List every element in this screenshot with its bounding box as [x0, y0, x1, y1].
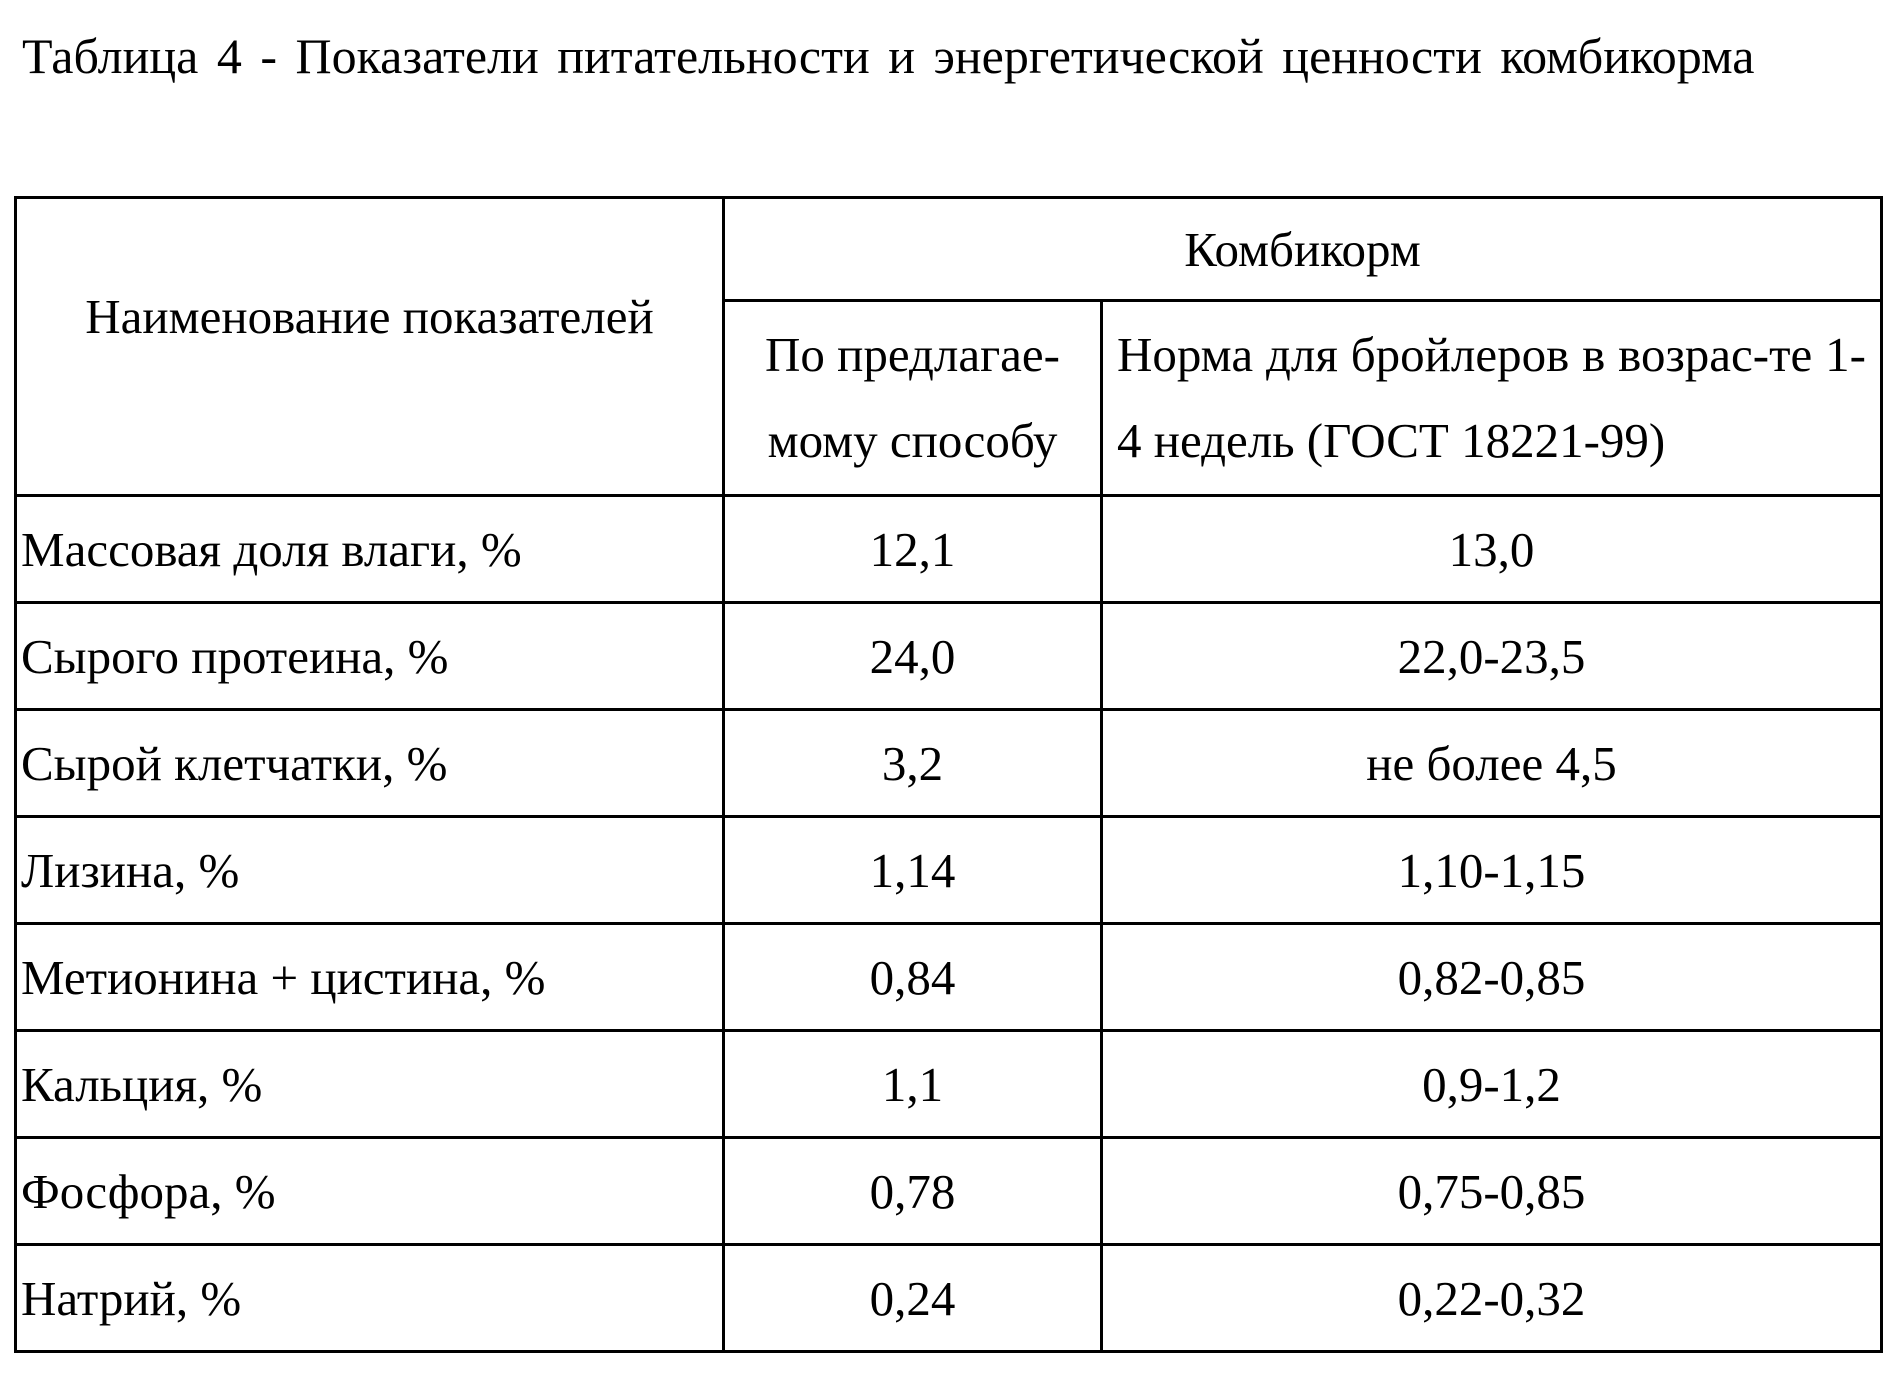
proposed-value: 0,78	[724, 1138, 1102, 1245]
indicator-name: Лизина, %	[16, 817, 724, 924]
table-caption: Таблица 4 - Показатели питательности и энергетической ценности комбикорма	[22, 28, 1755, 84]
proposed-value: 1,1	[724, 1031, 1102, 1138]
table-row	[16, 817, 1882, 924]
table-row	[16, 496, 1882, 603]
header-proposed-method: По предлагае-мому способу	[724, 301, 1102, 496]
nutrition-table	[14, 196, 1883, 1353]
norm-value: 1,10-1,15	[1102, 817, 1882, 924]
proposed-value: 24,0	[724, 603, 1102, 710]
norm-value: 13,0	[1102, 496, 1882, 603]
norm-value: 0,75-0,85	[1102, 1138, 1882, 1245]
indicator-name: Сырой клетчатки, %	[16, 710, 724, 817]
norm-value: не более 4,5	[1102, 710, 1882, 817]
indicator-name: Массовая доля влаги, %	[16, 496, 724, 603]
indicator-name: Метионина + цистина, %	[16, 924, 724, 1031]
table-row	[16, 603, 1882, 710]
norm-value: 0,82-0,85	[1102, 924, 1882, 1031]
proposed-value: 12,1	[724, 496, 1102, 603]
indicator-name: Фосфора, %	[16, 1138, 724, 1245]
header-row	[16, 198, 1882, 301]
proposed-value: 0,84	[724, 924, 1102, 1031]
table-row	[16, 924, 1882, 1031]
indicator-name: Кальция, %	[16, 1031, 724, 1138]
table-row	[16, 1138, 1882, 1245]
norm-value: 0,9-1,2	[1102, 1031, 1882, 1138]
header-broiler-norm: Норма для бройлеров в возрас-те 1-4 недель (ГОСТ 18221-99)	[1102, 301, 1882, 496]
proposed-value: 0,24	[724, 1245, 1102, 1352]
table-row	[16, 1031, 1882, 1138]
table-row	[16, 710, 1882, 817]
header-indicator: Наименование показателей	[16, 198, 724, 496]
proposed-value: 1,14	[724, 817, 1102, 924]
proposed-value: 3,2	[724, 710, 1102, 817]
header-group-compound-feed: Комбикорм	[724, 198, 1882, 301]
norm-value: 22,0-23,5	[1102, 603, 1882, 710]
table-row	[16, 1245, 1882, 1352]
indicator-name: Сырого протеина, %	[16, 603, 724, 710]
norm-value: 0,22-0,32	[1102, 1245, 1882, 1352]
indicator-name: Натрий, %	[16, 1245, 724, 1352]
